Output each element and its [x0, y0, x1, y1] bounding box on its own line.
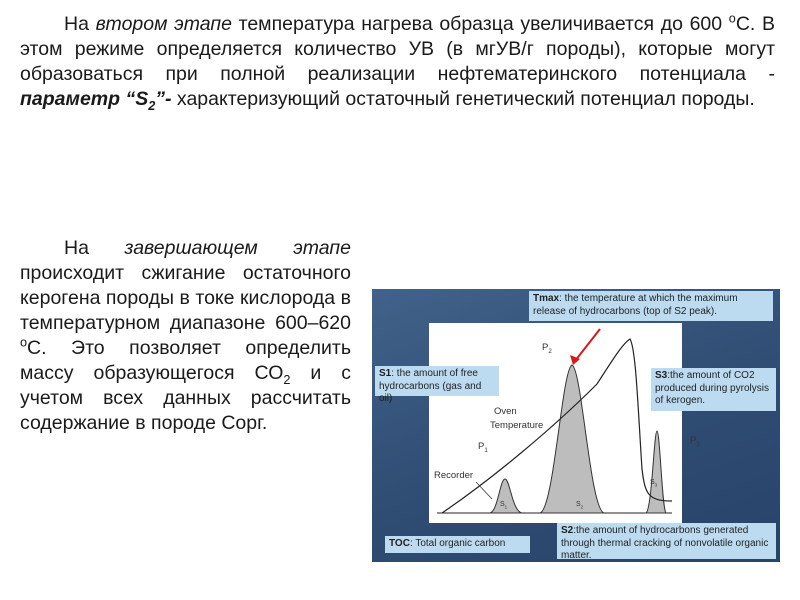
recorder-label: Recorder	[434, 470, 474, 481]
temperature-label: Temperature	[490, 420, 544, 431]
toc-callout: TOC: Total organic carbon	[385, 536, 530, 553]
s3-mark: $S_3$	[650, 479, 658, 488]
parameter-s2-term: параметр “$S_2”-$	[20, 88, 172, 113]
s3-callout: S3:the amount of CO2 produced during pyrolysis of kerogen.	[651, 368, 776, 411]
s2-callout: S2:the amount of hydrocarbons generated through thermal cracking of nonvolatile organic matter.	[557, 523, 776, 559]
s2-mark: $S_2$	[576, 501, 584, 510]
s1-mark: $S_1$	[500, 501, 508, 510]
s1-callout: S1: the amount of free hydrocarbons (gas and oil)	[375, 366, 499, 396]
p1-label: $P_1$	[478, 441, 488, 454]
p2-label: $P_2$	[542, 342, 552, 355]
paragraph-final-stage: На завершающем этапе происходит сжигание остаточного керогена породы в токе кислорода в температурном диапазоне 600–620 $^о$С. Это позволяет определить массу образующегося $СО_2$ и с учетом всех данных рассчитать содержание в породе Сорг.	[20, 237, 351, 434]
p3-label: $P_3$	[690, 435, 700, 448]
pyrolysis-chart	[372, 289, 780, 562]
pyrolysis-figure	[372, 289, 780, 562]
oven-label: Oven	[494, 406, 517, 417]
paragraph-stage-two: На втором этапе температура нагрева образца увеличивается до 600 $^о$С. В этом режиме определяется количество УВ (в мгУВ/г породы), которые могут образоваться при полной реализации нефтематеринского потенциала - параметр “$S_2”-$ характеризующий остаточный генетический потенциал породы.	[20, 11, 775, 113]
tmax-callout: Tmax: the temperature at which the maximum release of hydrocarbons (top of S2 peak).	[529, 291, 773, 321]
